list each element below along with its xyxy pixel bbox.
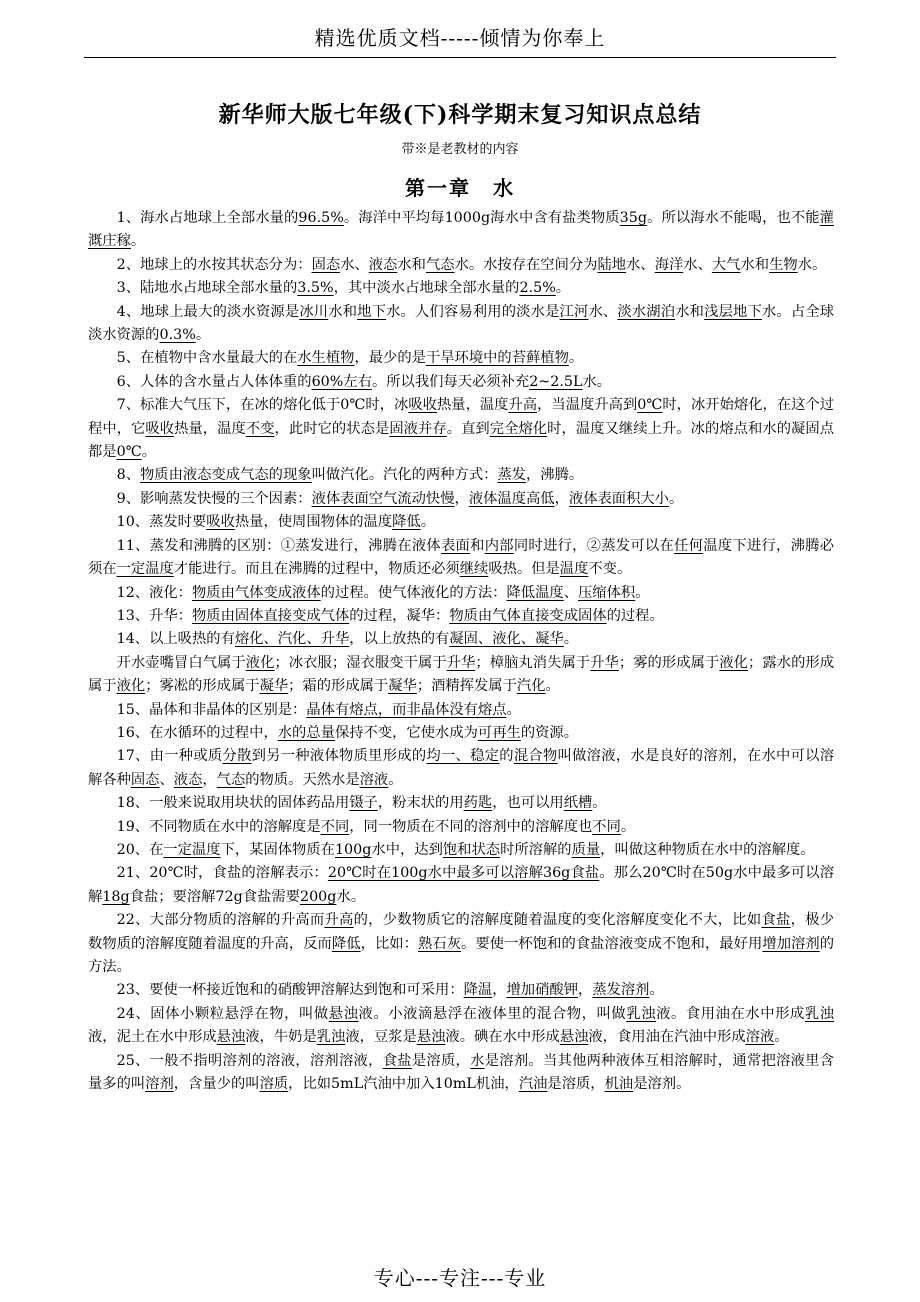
text-run: ，极少数物质的溶解度随着温度的升高，反而 <box>88 912 835 952</box>
answer-blank: 溶质 <box>259 1076 289 1093</box>
answer-blank: 熟石灰 <box>418 935 462 952</box>
answer-blank: 继续 <box>459 561 489 578</box>
answer-blank: 表面 <box>440 537 471 554</box>
answer-blank: 淡水湖泊 <box>617 303 676 320</box>
text-run: 液。小液滴悬浮在液体里的混合物，叫做 <box>358 1005 627 1022</box>
answer-blank: 气态 <box>425 256 455 273</box>
text-run: 。 <box>195 327 211 344</box>
answer-blank: 一定温度 <box>163 841 221 858</box>
text-run: 。 <box>635 584 650 601</box>
text-run: 水、 <box>340 256 369 273</box>
answer-blank: 液态 <box>368 256 398 273</box>
text-run: 是溶剂。当其他两种液体互相溶解时，通常把溶液里含量多的叫 <box>88 1052 835 1093</box>
text-run: 液，食用油在汽油中形成 <box>588 1029 746 1046</box>
answer-blank: 水生植物 <box>297 350 355 367</box>
text-run: 14、以上吸热的有 <box>116 631 235 648</box>
answer-blank: 冰川 <box>299 303 329 320</box>
text-run: 。所以我们每天必须补充 <box>371 373 530 390</box>
knowledge-point <box>88 1003 834 1050</box>
knowledge-point <box>88 488 834 511</box>
answer-blank: 液化 <box>719 654 749 671</box>
text-run: 。 <box>774 1029 789 1046</box>
text-run: 20、在 <box>116 841 164 858</box>
answer-blank: 升华 <box>590 654 619 671</box>
text-run: ， <box>578 982 593 999</box>
text-run: 水和 <box>328 303 358 320</box>
text-run: 。 <box>130 233 146 250</box>
text-run: ，其中淡水占地球全部水量的 <box>333 280 520 297</box>
answer-blank: 浅层地下 <box>704 303 762 320</box>
knowledge-point <box>88 699 834 722</box>
answer-blank: 96.5% <box>298 210 344 226</box>
answer-blank: 水的总量 <box>277 724 335 741</box>
knowledge-point <box>88 745 834 792</box>
answer-blank: 蒸发 <box>497 467 527 484</box>
text-run: 的过程。使气体液化的方法： <box>320 584 507 601</box>
knowledge-point <box>88 464 834 487</box>
text-run: 水。 <box>336 888 366 905</box>
answer-blank: 60%左右 <box>311 373 372 390</box>
answer-blank: 温度 <box>559 561 589 578</box>
text-run: 水。 <box>582 373 612 390</box>
text-run: 13、升华： <box>116 607 192 624</box>
text-run: 23、要使一杯接近饱和的硝酸钾溶解达到饱和可采用： <box>116 982 464 999</box>
text-run: 的过程。 <box>606 607 664 624</box>
answer-blank: 增加溶剂 <box>762 935 820 952</box>
text-run: ，此时它的状态是 <box>274 420 390 437</box>
text-run: ；露水的形成属于 <box>88 654 835 695</box>
answer-blank: 分散 <box>222 748 252 765</box>
answer-blank: 增加硝酸钾 <box>506 982 578 999</box>
answer-blank: 乳浊 <box>804 1005 835 1022</box>
text-run: ，也可以用 <box>492 795 564 812</box>
text-run: 。 <box>568 350 584 367</box>
text-run: 到另一种液体物质里形成的 <box>251 748 427 765</box>
answer-blank: 200g <box>299 888 337 905</box>
text-run: ，粉末状的用 <box>377 795 464 812</box>
answer-blank: 不同 <box>320 818 350 835</box>
text-run: ， <box>554 490 569 507</box>
text-run: 叫做汽化。汽化的两种方式： <box>311 467 498 484</box>
answer-blank: 陆地 <box>597 256 627 273</box>
answer-blank: 海洋 <box>654 256 684 273</box>
answer-blank: 物质由气体直接变成固体 <box>449 607 607 624</box>
answer-blank: 凝固、液化、凝华 <box>449 631 564 648</box>
answer-blank: 内部 <box>484 537 514 554</box>
answer-blank: 100g <box>334 841 372 858</box>
text-run: 液。碘在水中形成 <box>445 1029 560 1046</box>
answer-blank: 液体表面空气流动快慢 <box>311 490 455 507</box>
knowledge-point <box>88 207 834 254</box>
text-run: 下，某固体物质在 <box>220 841 335 858</box>
answer-blank: 溶液 <box>359 771 389 788</box>
answer-blank: 液态 <box>173 771 203 788</box>
text-run: 3、陆地水占地球全部水量的 <box>116 280 298 297</box>
answer-blank: 蒸发溶剂 <box>592 982 650 999</box>
text-run: 5、在植物中含水量最大的在 <box>116 350 298 367</box>
text-run: 水中，达到 <box>371 841 443 858</box>
text-run: ；酒精挥发属于 <box>416 678 517 695</box>
knowledge-point <box>88 605 834 628</box>
text-run: 。 <box>592 795 607 812</box>
text-run: 。 <box>555 280 571 297</box>
text-run: 24、固体小颗粒悬浮在物，叫做 <box>116 1005 329 1022</box>
answer-blank: 凝华 <box>259 678 289 695</box>
text-run: 8、 <box>116 467 140 484</box>
answer-blank: 江河 <box>559 303 589 320</box>
answer-blank: 食盐 <box>761 912 791 929</box>
answer-blank: 2.5% <box>519 280 556 297</box>
text-run: 液，泥土在水中形成 <box>88 1029 217 1046</box>
text-run: ， <box>454 490 469 507</box>
text-run: 9、影响蒸发快慢的三个因素： <box>116 490 312 507</box>
text-run: 食盐；要溶解72g食盐需要 <box>129 888 300 905</box>
answer-blank: 升高 <box>508 397 538 414</box>
text-run: 、 <box>563 584 578 601</box>
text-run: ， <box>202 771 217 788</box>
answer-blank: 悬浊 <box>216 1029 246 1046</box>
knowledge-point <box>88 394 834 464</box>
text-run: 。海洋中平均每1000g海水中含有盐类物质 <box>343 210 620 226</box>
answer-blank: 吸收 <box>408 397 437 414</box>
knowledge-point <box>88 1050 834 1097</box>
text-run: ， <box>492 982 507 999</box>
text-run: 18、一般来说取用块状的固体药品用 <box>116 795 350 812</box>
text-run: ；霜的形成属于 <box>288 678 389 695</box>
answer-blank: 固态 <box>130 771 160 788</box>
knowledge-point <box>88 909 834 979</box>
answer-blank: 0℃ <box>116 444 142 461</box>
text-run: 才能进行。而且在沸腾的过程中，物质还必须 <box>173 561 460 578</box>
answer-blank: 晶体有熔点，而非晶体没有熔点 <box>306 701 507 718</box>
answer-blank: 溶剂 <box>145 1076 174 1093</box>
answer-blank: 乳浊 <box>316 1029 346 1046</box>
text-run: 的，少数物质它的溶解度随着温度的变化溶解度变化不大，比如 <box>353 912 762 929</box>
document-subtitle: 带※是老教材的内容 <box>401 142 519 157</box>
text-run: 。直到 <box>446 420 490 437</box>
answer-blank: 水 <box>470 1052 485 1069</box>
text-run: ；冰衣服；湿衣服变干属于 <box>274 654 447 671</box>
text-run: 1、海水占地球上全部水量的 <box>116 210 299 226</box>
text-run: 的资源。 <box>520 724 578 741</box>
answer-blank: 固液并存 <box>389 420 447 437</box>
knowledge-point <box>88 979 834 1002</box>
text-run: 。 <box>141 444 156 461</box>
text-run: ，叫做这种物质在水中的溶解度。 <box>600 841 815 858</box>
answer-blank: 纸槽 <box>563 795 593 812</box>
answer-blank: 降温 <box>463 982 493 999</box>
text-run: 的 <box>499 748 514 765</box>
knowledge-point <box>88 582 834 605</box>
knowledge-point <box>88 371 834 394</box>
text-run: 19、不同物质在水中的溶解度是 <box>116 818 321 835</box>
text-run: 2、地球上的水按其状态分为： <box>116 256 312 273</box>
answer-blank: 药匙 <box>463 795 493 812</box>
answer-blank: 固态 <box>311 256 341 273</box>
text-run: 水、 <box>588 303 618 320</box>
answer-blank: 悬浊 <box>416 1029 446 1046</box>
text-run: 水、 <box>683 256 712 273</box>
answer-blank: 机油 <box>604 1076 634 1093</box>
knowledge-point <box>88 722 834 745</box>
text-run: 、 <box>159 771 174 788</box>
text-run: 时，冰开始熔化，在这个过程中，它 <box>88 397 835 437</box>
answer-blank: 镊子 <box>349 795 378 812</box>
answer-blank: 干旱环境中的苔藓植物 <box>425 350 569 367</box>
text-run: ；雾凇的形成属于 <box>145 678 260 695</box>
text-run: 。 <box>649 982 664 999</box>
answer-blank: 混合物 <box>513 748 558 765</box>
answer-blank: 汽化 <box>516 678 546 695</box>
text-run: 的方法。 <box>88 935 835 975</box>
text-run: ，比如： <box>360 935 418 952</box>
answer-blank: 灌溉庄稼 <box>88 210 834 250</box>
text-run: 水。 <box>797 256 827 273</box>
knowledge-list <box>88 207 834 1096</box>
answer-blank: 可再生 <box>477 724 521 741</box>
answer-blank: 升高 <box>324 912 354 929</box>
text-run: 6、人体的含水量占人体体重的 <box>116 373 312 390</box>
answer-blank: 吸收 <box>206 514 235 531</box>
text-run: 是溶剂。 <box>633 1076 691 1093</box>
answer-blank: 液化 <box>116 678 146 695</box>
knowledge-point <box>88 652 834 699</box>
answer-blank: 质量 <box>571 841 601 858</box>
text-run: 。 <box>668 490 684 507</box>
text-run: 4、地球上最大的淡水资源是 <box>116 303 300 320</box>
text-run: ，同一物质在不同的溶剂中的溶解度也 <box>349 818 593 835</box>
text-run: 12、液化： <box>116 584 192 601</box>
text-run: ，沸腾。 <box>526 467 584 484</box>
answer-blank: 任何 <box>674 537 704 554</box>
answer-blank: 悬浊 <box>559 1029 589 1046</box>
knowledge-point <box>88 347 834 370</box>
answer-blank: 降低 <box>331 935 361 952</box>
knowledge-point <box>88 254 834 277</box>
text-run: 。 <box>388 771 403 788</box>
text-run: ，最少的是 <box>354 350 426 367</box>
text-run: 21、20℃时，食盐的溶解表示： <box>116 865 328 882</box>
text-run: 热量，温度 <box>174 420 246 437</box>
text-run: 开水壶嘴冒白气属于 <box>116 654 246 671</box>
answer-blank: 地下 <box>357 303 387 320</box>
text-run: 。那么20℃时在50g水中最多可以溶解 <box>88 865 835 905</box>
text-run: ，含量少的叫 <box>173 1076 260 1093</box>
answer-blank: 不变 <box>245 420 275 437</box>
document-title: 新华师大版七年级(下)科学期末复习知识点总结 <box>218 102 702 128</box>
answer-blank: 18g <box>102 888 130 905</box>
answer-blank: 完全熔化 <box>489 420 548 437</box>
text-run: 。所以海水不能喝，也不能 <box>647 210 820 226</box>
text-run: 水和 <box>397 256 426 273</box>
knowledge-point <box>88 535 834 582</box>
answer-blank: 吸收 <box>145 420 175 437</box>
answer-blank: 0℃ <box>637 397 663 414</box>
answer-blank: 不同 <box>592 818 621 835</box>
text-run: 16、在水循环的过程中， <box>116 724 278 741</box>
text-run: 7、标准大气压下，在冰的熔化低于0℃时，冰 <box>116 397 409 414</box>
text-run: 15、晶体和非晶体的区别是： <box>116 701 307 718</box>
text-run: 液，豆浆是 <box>345 1029 417 1046</box>
answer-blank: 凝华 <box>388 678 417 695</box>
answer-blank: 压缩体积 <box>578 584 636 601</box>
knowledge-point <box>88 792 834 815</box>
text-run: 11、蒸发和沸腾的区别：①蒸发进行，沸腾在液体 <box>116 537 441 554</box>
knowledge-point <box>88 301 834 348</box>
text-run: 液，牛奶是 <box>245 1029 317 1046</box>
answer-blank: 2~2.5L <box>529 373 583 390</box>
answer-blank: 20℃时在100g水中最多可以溶解36g食盐 <box>327 865 600 882</box>
text-run: 水和 <box>740 256 770 273</box>
text-run: 水。水按存在空间分为 <box>454 256 598 273</box>
answer-blank: 汽油 <box>518 1076 548 1093</box>
text-run: 水。占全球淡水资源的 <box>88 303 835 344</box>
text-run: 保持不变，它使水成为 <box>334 724 478 741</box>
text-run: ，比如5mL汽油中加入10mL机油， <box>288 1076 519 1093</box>
answer-blank: 物质由固体直接变成气体 <box>191 607 350 624</box>
text-run: 。要使一杯饱和的食盐溶液变成不饱和，最好用 <box>461 935 763 952</box>
text-run: 吸热。但是 <box>488 561 560 578</box>
answer-blank: 液体温度高低 <box>468 490 555 507</box>
page-footer: 专心---专注---专业 <box>373 1266 547 1290</box>
answer-blank: 物质由气体变成液体 <box>191 584 321 601</box>
knowledge-point <box>88 511 834 534</box>
text-run: 。 <box>620 818 636 835</box>
text-run: 17、由一种或质 <box>116 748 223 765</box>
text-run: ，以上放热的有 <box>349 631 450 648</box>
answer-blank: 液化 <box>245 654 275 671</box>
chapter-title: 第一章 水 <box>405 176 515 200</box>
text-run: ，当温度升高到 <box>537 397 638 414</box>
knowledge-point <box>88 628 834 651</box>
text-run: 。 <box>563 631 578 648</box>
text-run: 液。食用油在水中形成 <box>656 1005 805 1022</box>
text-run: 热量，温度 <box>436 397 509 414</box>
knowledge-point <box>88 277 834 300</box>
text-run: 。 <box>506 701 521 718</box>
text-run: 25、一般不指明溶剂的溶液，溶剂溶液， <box>116 1052 383 1069</box>
text-run: 。 <box>420 514 436 531</box>
answer-blank: 熔化、汽化、升华 <box>234 631 350 648</box>
text-run: 10、蒸发时要 <box>116 514 207 531</box>
text-run: ；樟脑丸消失属于 <box>475 654 591 671</box>
answer-blank: 食盐 <box>382 1052 412 1069</box>
answer-blank: 3.5% <box>297 280 334 297</box>
answer-blank: 降低温度 <box>506 584 564 601</box>
answer-blank: 大气 <box>711 256 741 273</box>
answer-blank: 饱和状态 <box>442 841 501 858</box>
answer-blank: 0.3% <box>159 327 196 344</box>
text-run: 时，温度又继续上升。冰的熔点和水的凝固点都是 <box>88 420 835 461</box>
text-run: 的物质。天然水是 <box>245 771 360 788</box>
answer-blank: 升华 <box>446 654 476 671</box>
answer-blank: 液体表面积大小 <box>568 490 669 507</box>
answer-blank: 乳浊 <box>626 1005 657 1022</box>
text-run: 同时进行，②蒸发可以在 <box>513 537 675 554</box>
answer-blank: 气态 <box>216 771 246 788</box>
answer-blank: 一定温度 <box>116 561 174 578</box>
text-run: 的过程，凝华： <box>349 607 450 624</box>
page-header: 精选优质文档-----倾情为你奉上 <box>84 22 836 58</box>
text-run: 和 <box>470 537 485 554</box>
text-run: ；雾的形成属于 <box>618 654 720 671</box>
knowledge-point <box>88 839 834 862</box>
answer-blank: 溶液 <box>745 1029 775 1046</box>
text-run: 水。人们容易利用的淡水是 <box>386 303 560 320</box>
answer-blank: 悬浊 <box>328 1005 359 1022</box>
text-run: 不变。 <box>588 561 632 578</box>
answer-blank: 降低 <box>392 514 421 531</box>
answer-blank: 均一、稳定 <box>426 748 500 765</box>
text-run: 时所溶解的 <box>500 841 572 858</box>
answer-blank: 35g <box>619 210 647 226</box>
text-run: 叫做溶液，水是良好的溶剂，在水中可以溶解各种 <box>88 748 835 788</box>
knowledge-point <box>88 862 834 909</box>
text-run: 水、 <box>626 256 655 273</box>
answer-blank: 生物 <box>769 256 798 273</box>
text-run: 22、大部分物质的溶解的升高而 <box>116 912 325 929</box>
knowledge-point <box>88 816 834 839</box>
text-run: 是溶质， <box>547 1076 605 1093</box>
text-run: 。 <box>545 678 560 695</box>
text-run: 热量，使周围物体的温度 <box>234 514 393 531</box>
text-run: 温度下进行，沸腾必须在 <box>88 537 835 578</box>
text-run: 水和 <box>675 303 705 320</box>
answer-blank: 物质由液态变成气态的现象 <box>140 467 312 484</box>
text-run: 是溶质， <box>411 1052 471 1069</box>
